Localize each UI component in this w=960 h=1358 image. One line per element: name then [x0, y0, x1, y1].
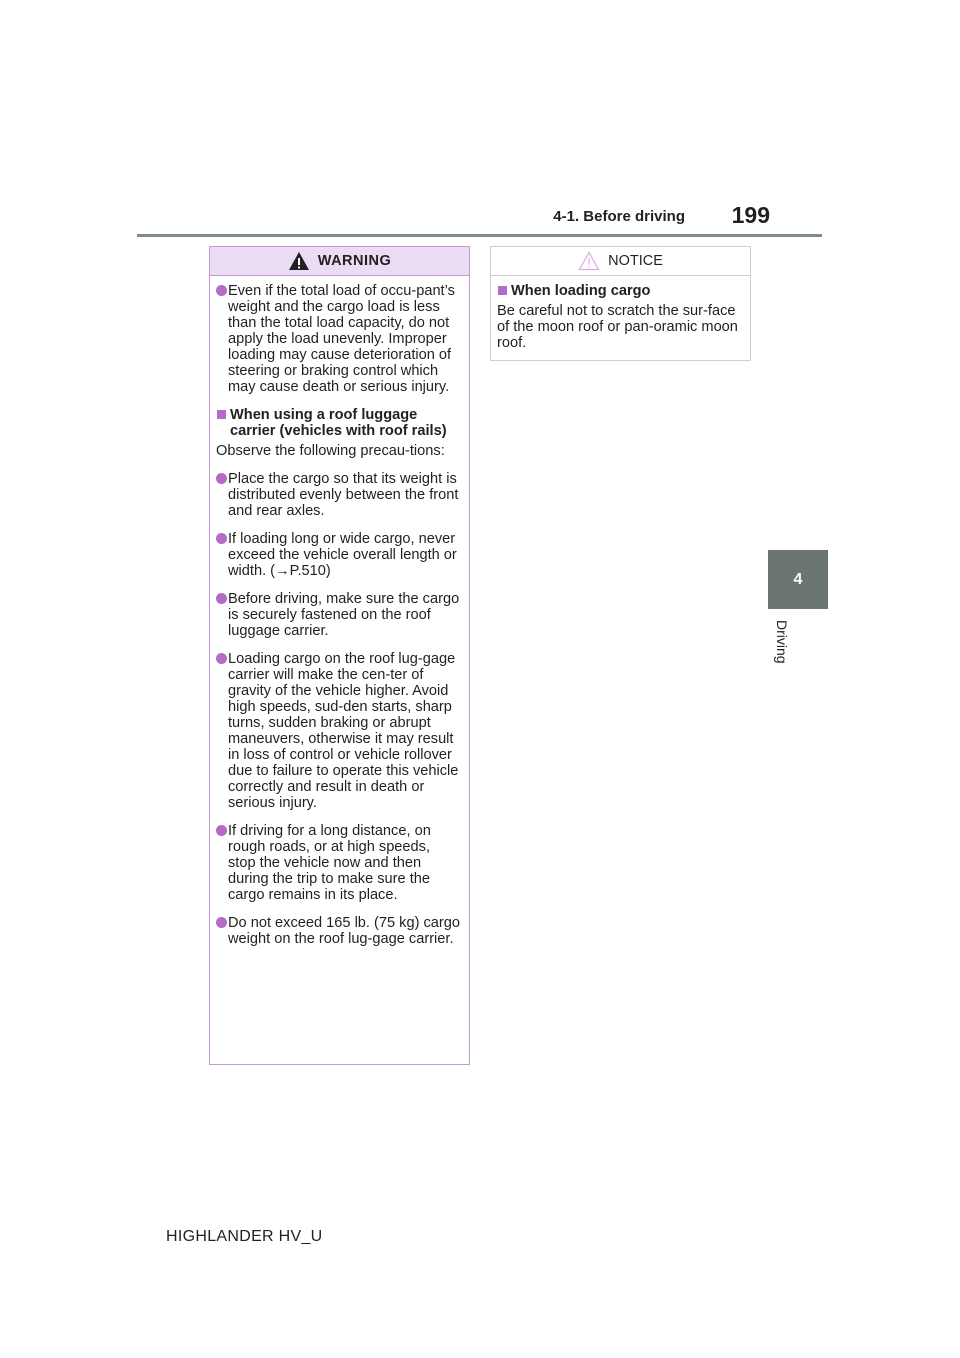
warning-bullet-text: Even if the total load of occu-pant’s weight and the cargo load is less than the total load capacity, do not apply the load unevenly. Improper loading may cause deterioration of steering or braking control which may cause death or serious injury.: [228, 283, 455, 395]
notice-subheading-text: When loading cargo: [511, 283, 651, 299]
warning-bullet-text: If loading long or wide cargo, never exceed the vehicle overall length or width. (→P.510): [228, 531, 457, 579]
notice-title: NOTICE: [608, 253, 663, 269]
warning-box: [209, 246, 470, 1065]
warning-intro: Observe the following precau-tions:: [216, 443, 445, 459]
square-bullet-icon: [498, 286, 507, 295]
notice-text: Be careful not to scratch the sur-face of the moon roof or pan-oramic moon roof.: [497, 303, 738, 351]
caution-triangle-icon: [578, 251, 600, 271]
warning-bullet: [216, 531, 461, 579]
warning-bullet-text: Loading cargo on the roof lug-gage carrier will make the cen-ter of gravity of the vehicle higher. Avoid high speeds, sud-den starts, sharp turns, sudden braking or abrupt maneuvers, otherwise it may result in loss of control or vehicle rollover due to failure to operate this vehicle correctly and result in death or serious injury.: [228, 651, 459, 811]
warning-bullet-text: If driving for a long distance, on rough roads, or at high speeds, stop the vehicle now and then during the trip to make sure the cargo remains in its place.: [228, 823, 431, 903]
bullet-dot-icon: [216, 285, 227, 296]
notice-header: [491, 247, 750, 276]
footer-model: HIGHLANDER HV_U: [166, 1228, 323, 1245]
warning-subheading: [216, 407, 461, 439]
warning-title: WARNING: [317, 253, 392, 269]
warning-bullet-text: Before driving, make sure the cargo is securely fastened on the roof luggage carrier.: [228, 591, 460, 639]
warning-triangle-icon: [288, 251, 310, 271]
warning-bullet-text: Place the cargo so that its weight is distributed evenly between the front and rear axles.: [228, 471, 459, 519]
notice-subheading: [497, 283, 742, 299]
warning-bullet: [216, 591, 461, 639]
bullet-dot-icon: [216, 825, 227, 836]
bullet-dot-icon: [216, 653, 227, 664]
warning-bullet: [216, 471, 461, 519]
warning-subheading-text: When using a roof luggage carrier (vehicles with roof rails): [230, 407, 447, 439]
warning-bullet: [216, 823, 461, 903]
warning-bullet: [216, 651, 461, 811]
bullet-dot-icon: [216, 917, 227, 928]
warning-bullet: [216, 915, 461, 947]
section-title: 4-1. Before driving: [553, 208, 685, 225]
page-number: 199: [731, 202, 770, 228]
warning-header: [210, 247, 469, 276]
header-divider: [137, 234, 822, 237]
notice-box: [490, 246, 751, 361]
bullet-dot-icon: [216, 473, 227, 484]
chapter-tab-number: 4: [768, 550, 828, 609]
warning-body: [210, 276, 469, 947]
square-bullet-icon: [217, 410, 226, 419]
bullet-dot-icon: [216, 533, 227, 544]
chapter-tab-label: Driving: [774, 620, 790, 664]
warning-bullet: [216, 283, 461, 395]
warning-bullet-text: Do not exceed 165 lb. (75 kg) cargo weight on the roof lug-gage carrier.: [228, 915, 461, 947]
notice-body: [491, 276, 750, 351]
bullet-dot-icon: [216, 593, 227, 604]
